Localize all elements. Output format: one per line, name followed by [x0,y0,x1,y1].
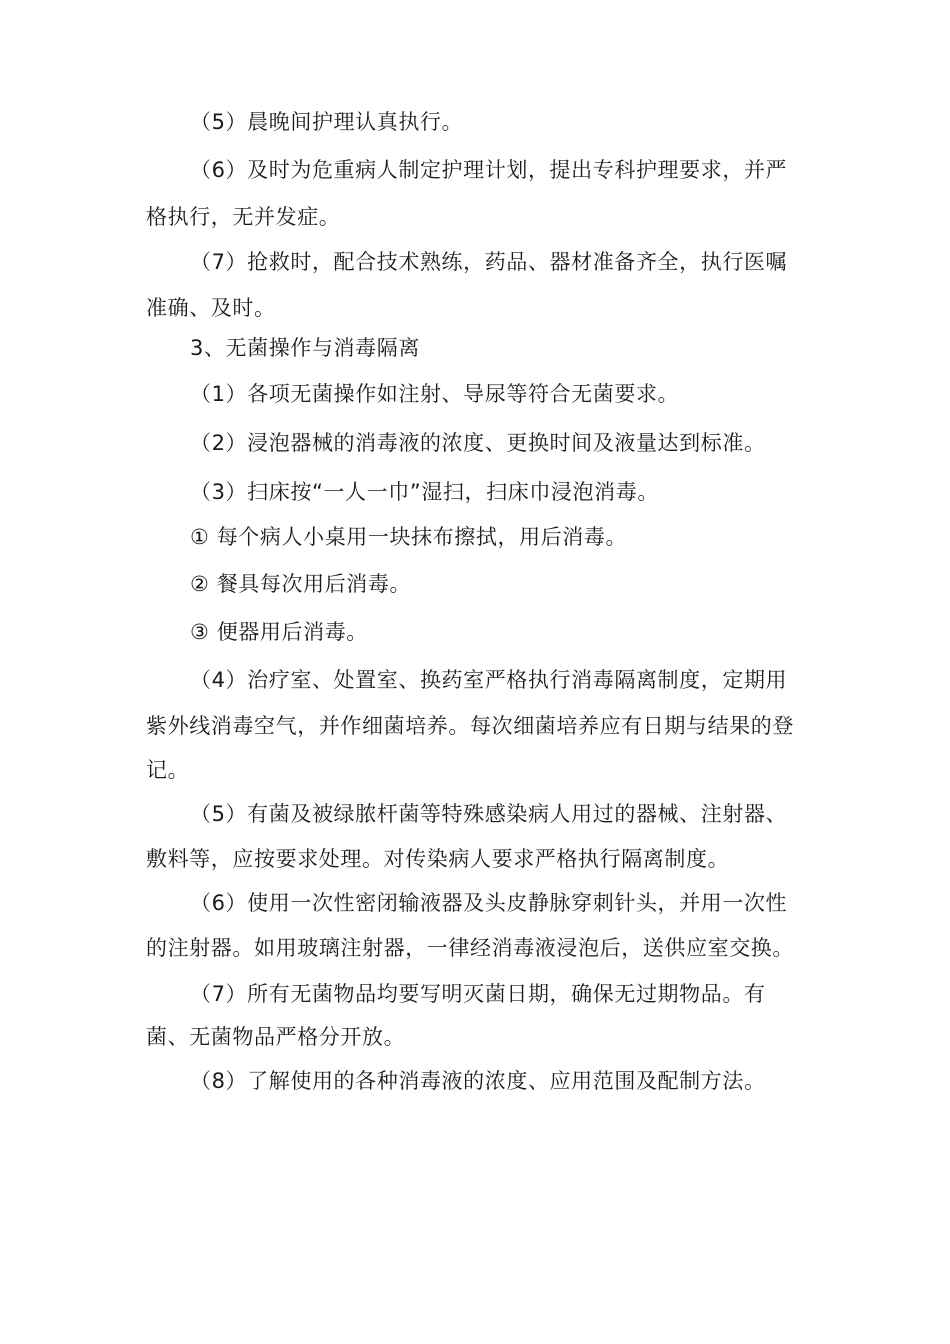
item-5-infected-instruments-cont: 敷料等，应按要求处理。对传染病人要求严格执行隔离制度。 [146,847,730,871]
item-4-treatment-room: （4）治疗室、处置室、换药室严格执行消毒隔离制度，定期用 [190,668,788,692]
item-4-treatment-room-cont2: 记。 [146,758,190,782]
item-5-infected-instruments: （5）有菌及被绿脓杆菌等特殊感染病人用过的器械、注射器、 [190,802,788,826]
item-7-sterile-items: （7）所有无菌物品均要写明灭菌日期，确保无过期物品。有 [190,982,766,1006]
item-6-care-plan: （6）及时为危重病人制定护理计划，提出专科护理要求，并严 [190,158,788,182]
item-8-disinfectant-knowledge: （8）了解使用的各种消毒液的浓度、应用范围及配制方法。 [190,1069,766,1093]
section-3-heading: 3、无菌操作与消毒隔离 [190,336,420,360]
item-6-disposable-infusion-cont: 的注射器。如用玻璃注射器，一律经消毒液浸泡后，送供应室交换。 [146,936,794,960]
item-2-disinfectant: （2）浸泡器械的消毒液的浓度、更换时间及液量达到标准。 [190,431,766,455]
subitem-2-tableware: ② 餐具每次用后消毒。 [190,572,412,596]
item-5-morning-evening-care: （5）晨晚间护理认真执行。 [190,110,464,134]
subitem-1-table-wipe: ① 每个病人小桌用一块抹布擦拭，用后消毒。 [190,525,628,549]
subitem-3-bedpan: ③ 便器用后消毒。 [190,620,368,644]
item-4-treatment-room-cont: 紫外线消毒空气，并作细菌培养。每次细菌培养应有日期与结果的登 [146,714,794,738]
item-1-aseptic-ops: （1）各项无菌操作如注射、导尿等符合无菌要求。 [190,382,680,406]
item-6-disposable-infusion: （6）使用一次性密闭输液器及头皮静脉穿刺针头，并用一次性 [190,891,788,915]
item-7-rescue-cont: 准确、及时。 [146,296,276,320]
item-7-sterile-items-cont: 菌、无菌物品严格分开放。 [146,1025,406,1049]
item-7-rescue: （7）抢救时，配合技术熟练，药品、器材准备齐全，执行医嘱 [190,250,788,274]
item-3-bed-sweeping: （3）扫床按“一人一巾”湿扫，扫床巾浸泡消毒。 [190,480,659,504]
item-6-care-plan-cont: 格执行，无并发症。 [146,205,341,229]
